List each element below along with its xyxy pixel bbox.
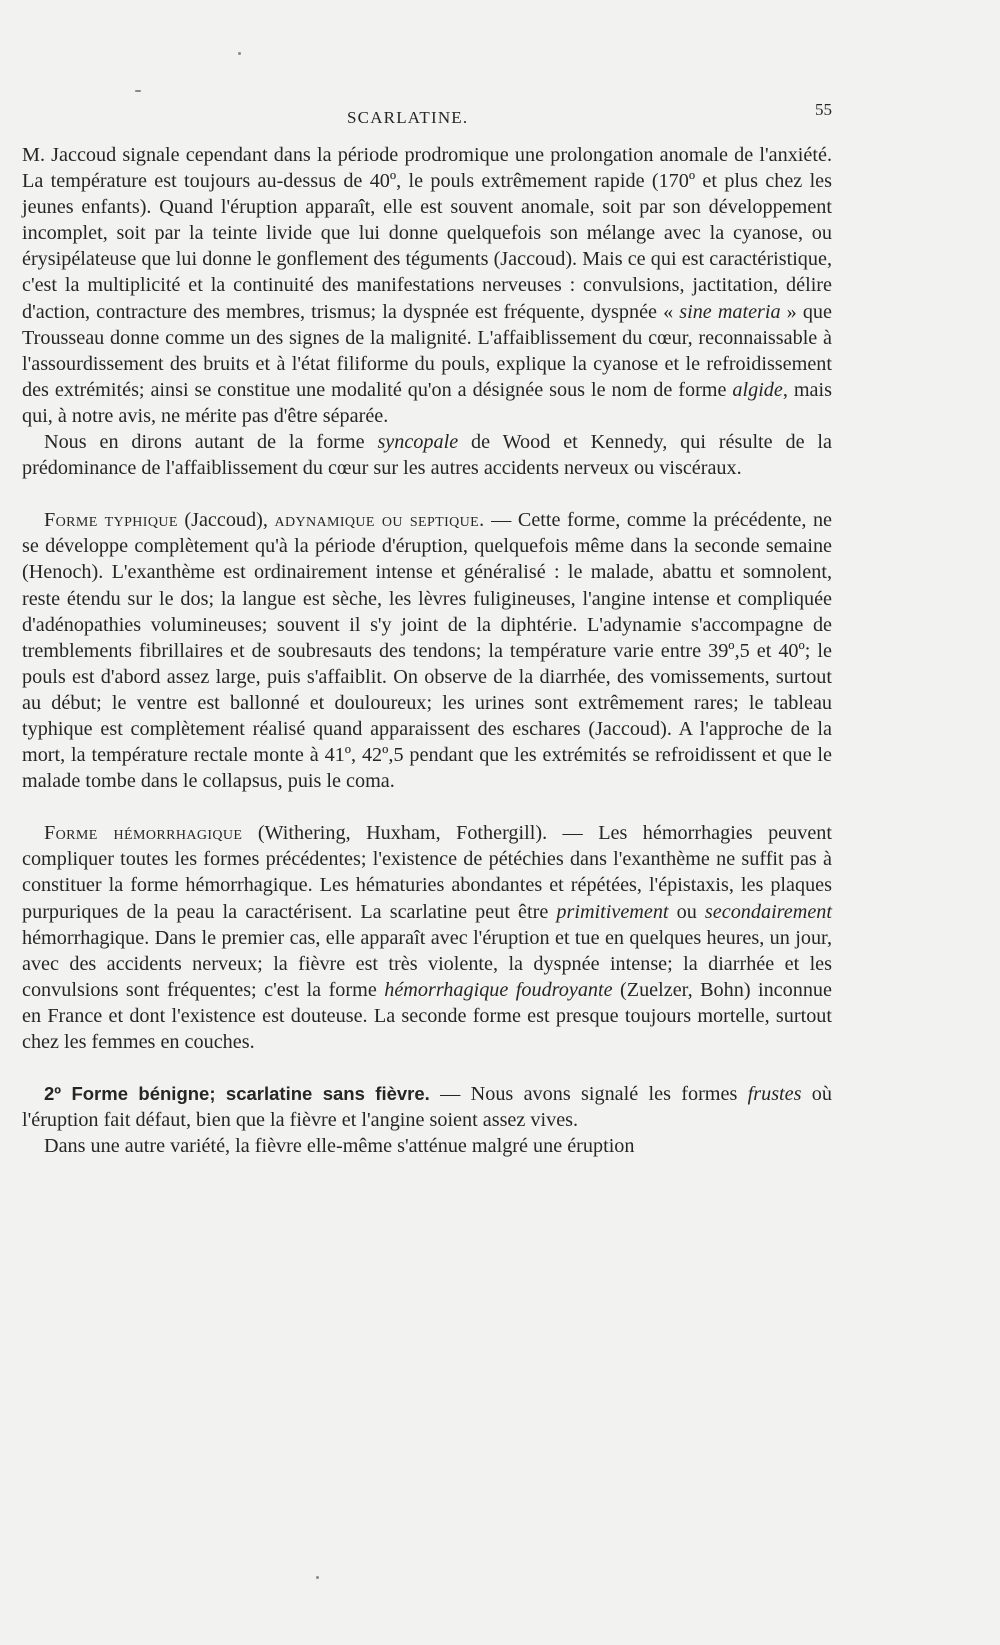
running-header	[22, 100, 832, 130]
text-run: Dans une autre variété, la fièvre elle-même s'atténue malgré une éruption	[44, 1135, 635, 1158]
page-number: 55	[815, 100, 832, 119]
text-run: Nous en dirons autant de la forme	[44, 431, 378, 454]
section-heading: Forme hémorrhagique	[44, 822, 243, 845]
text-run: où l'éruption fait défaut, bien que la fièvre et l'angine soient assez vives.	[22, 1083, 832, 1132]
text-run: (Zuelzer, Bohn) inconnue en France et dont l'existence est douteuse. La seconde forme est presque toujours mortelle, surtout chez les femmes en couches.	[22, 978, 832, 1053]
paper-speck	[316, 1576, 319, 1579]
italic-term: frustes	[747, 1083, 802, 1106]
section-heading-bold: 2º Forme bénigne; scarlatine sans fièvre.	[44, 1083, 430, 1105]
italic-term: secondairement	[704, 900, 832, 923]
paragraph-malignant-form	[22, 142, 832, 429]
text-run: M. Jaccoud signale cependant dans la période prodromique une prolongation anomale de l'anxiété. La température est toujours au-dessus de 40º, le pouls extrêmement rapide (170º et plus chez les jeunes enfants). Quand l'éruption apparaît, elle est souvent anomale, soit par son développement incomplet, soit par la teinte livide que lui donne quelquefois son mélange avec la cyanose, ou érysipélateuse que lui donne le gonflement des téguments (Jaccoud). Mais ce qui est caractéristique, c'est la multiplicité et la continuité des manifestations nerveuses : convulsions, jactitation, délire d'action, contracture des membres, trismus; la dyspnée est fréquente, dyspnée «	[22, 144, 832, 323]
text-run: de Wood et Kennedy, qui résulte de la prédominance de l'affaiblissement du cœur sur les autres accidents nerveux ou viscéraux.	[22, 431, 832, 480]
paragraph-typhoid-form	[22, 507, 832, 794]
italic-term: syncopale	[377, 431, 459, 454]
text-run: » que Trousseau donne comme un des signes de la malignité. L'affaiblissement du cœur, reconnaissable à l'assourdissement des bruits et à l'état filiforme du pouls, explique la cyanose et le refroidissement des extrémités; ainsi se constitue une modalité qu'on a désignée sous le nom de forme	[22, 300, 832, 401]
italic-term: algide	[732, 378, 783, 401]
paragraph-hemorrhagic-form	[22, 820, 832, 1055]
text-run: — Nous avons signalé les formes	[429, 1083, 748, 1106]
text-run: (Jaccoud),	[177, 509, 275, 532]
paper-speck	[135, 90, 141, 92]
paragraph-benign-form	[22, 1081, 832, 1133]
text-run: hémorrhagique. Dans le premier cas, elle apparaît avec l'éruption et tue en quelques heures, un jour, avec des accidents nerveux; la fièvre est très violente, la dyspnée intense; la diarrhée et les convulsions sont fréquentes; c'est la forme	[22, 926, 832, 1001]
paper-speck	[238, 52, 241, 55]
section-heading: Forme typhique	[44, 509, 178, 532]
paragraph-continued	[22, 1133, 832, 1159]
text-run: (Withering, Huxham, Fothergill). — Les hémorrhagies peuvent compliquer toutes les formes précédentes; l'existence de pétéchies dans l'exanthème ne suffit pas à constituer la forme hémorrhagique. Les hématuries abondantes et répétées, l'épistaxis, les plaques purpuriques de la peau la caractérisent. La scarlatine peut être	[22, 822, 832, 923]
italic-term: sine materia	[679, 300, 781, 323]
italic-term: hémorrhagique foudroyante	[384, 978, 613, 1001]
italic-term: primitivement	[556, 900, 669, 923]
paragraph-syncopal-form	[22, 429, 832, 481]
text-run: ou	[668, 900, 705, 923]
running-title: SCARLATINE.	[347, 108, 469, 127]
section-heading: adynamique ou septique.	[274, 509, 485, 532]
body-text	[22, 142, 832, 1159]
text-run: — Cette forme, comme la précédente, ne se développe complètement qu'à la période d'éruption, quelquefois même dans la seconde semaine (Henoch). L'exanthème est ordinairement intense et généralisé : le malade, abattu et somnolent, reste étendu sur le dos; la langue est sèche, les lèvres fuligineuses, l'angine intense et compliquée d'adénopathies volumineuses; souvent il s'y joint de la diphtérie. L'adynamie s'accompagne de tremblements fibrillaires et de soubresauts des tendons; la température varie entre 39º,5 et 40º; le pouls est d'abord assez large, puis s'affaiblit. On observe de la diarrhée, des vomissements, surtout au début; le ventre est ballonné et douloureux; les urines sont extrêmement rares; le tableau typhique est complètement réalisé quand apparaissent des eschares (Jaccoud). A l'approche de la mort, la température rectale monte à 41º, 42º,5 pendant que les extrémités se refroidissent et que le malade tombe dans le collapsus, puis le coma.	[22, 509, 832, 793]
text-run: , mais qui, à notre avis, ne mérite pas d'être séparée.	[22, 378, 832, 427]
